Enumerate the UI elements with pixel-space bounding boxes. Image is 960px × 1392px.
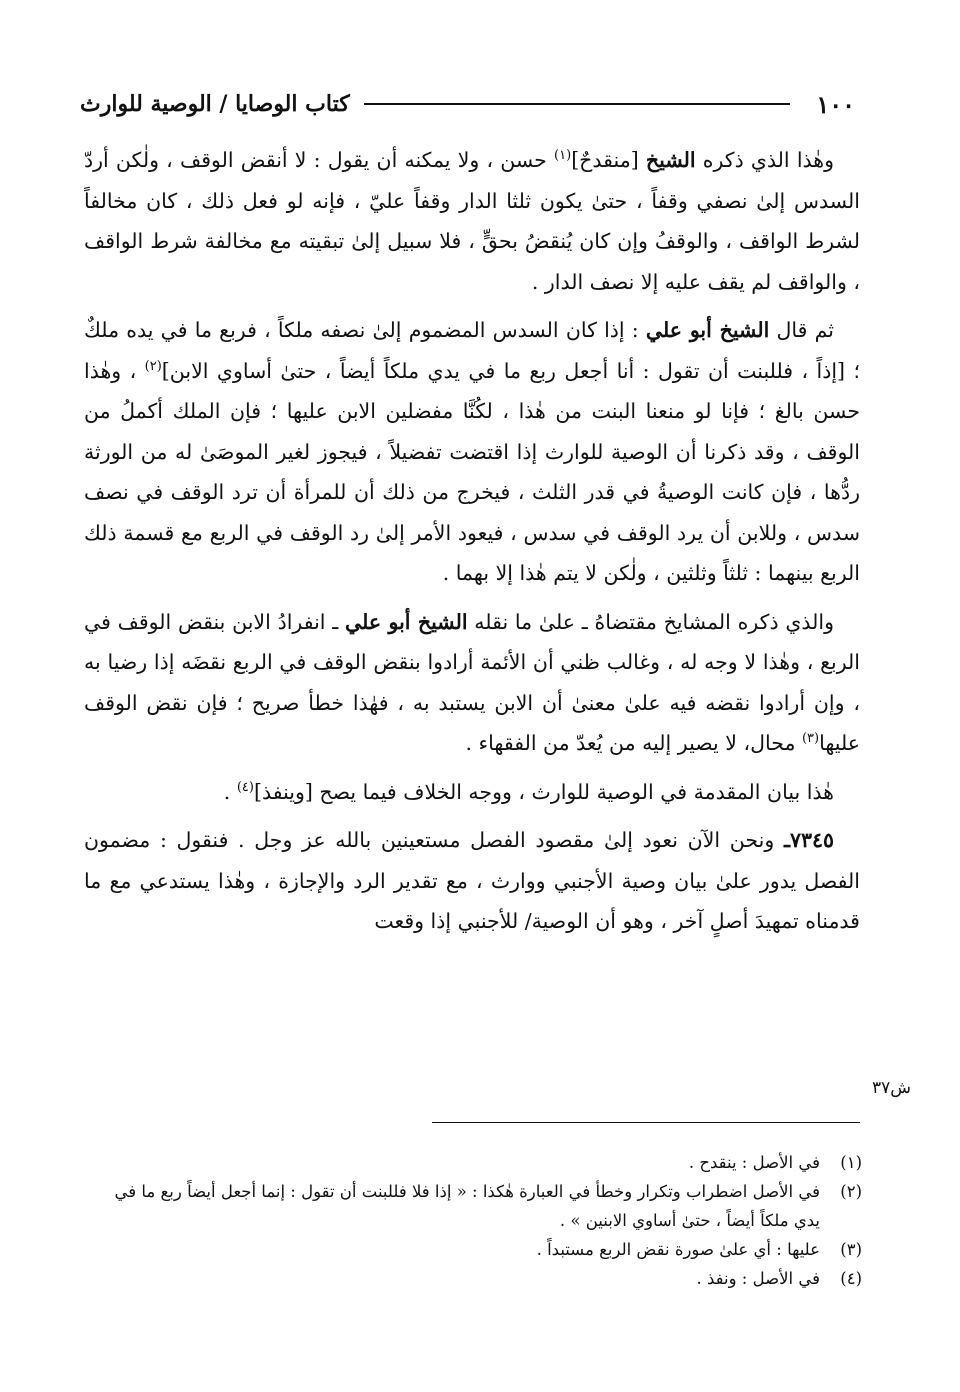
bold-name: الشيخ أبو علي <box>345 609 468 634</box>
footnote-number: (١) <box>840 1153 862 1172</box>
footnote-number: (٣) <box>840 1240 862 1259</box>
footnote-divider <box>432 1122 860 1123</box>
footnote-ref[interactable]: (٣) <box>801 731 820 747</box>
section-number: ٧٣٤٥ـ <box>783 828 834 852</box>
footnote-item <box>84 1148 862 1177</box>
running-title: كتاب الوصايا / الوصية للوارث <box>80 91 350 117</box>
margin-manuscript-ref: ش٣٧ <box>872 1078 912 1098</box>
paragraph-2: ثم قال الشيخ أبو علي : إذا كان السدس المضموم إلىٰ نصفه ملكاً ، فربع ما في يده ملكٌ ؛ [إذاً ، فللبنت أن تقول : أنا أجعل ربع ما في يدي ملكاً أيضاً ، حتىٰ أساوي الابن]$^{(٢)}$ ، وهٰذا حسن بالغ ؛ فإنا لو منعنا البنت من هٰذا ، لكُنَّا مفضلين الابن عليها ؛ فإن الملك أكملُ من الوقف ، وقد ذكرنا أن الوصية للوارث إذا اقتضت تفضيلاً ، فيجوز لغير الموصَىٰ له من الورثة ردُّها ، فإن كانت الوصيةُ في قدر الثلث ، فيخرج من ذلك أن للمرأة أن ترد الوقف في نصف سدس ، وللابن أن يرد الوقف في سدس ، فيعود الأمر إلىٰ رد الوقف في الربع مع قسمة ذلك الربع بينهما : ثلثاً وثلثين ، ولٰكن لا يتم هٰذا إلا بهما . <box>84 318 860 585</box>
paragraph-4: هٰذا بيان المقدمة في الوصية للوارث ، ووجه الخلاف فيما يصح [وينفذ]$^{(٤)}$ . <box>223 779 834 804</box>
paragraph-5: ٧٣٤٥ـ ونحن الآن نعود إلىٰ مقصود الفصل مستعينين بالله عز وجل . فنقول : مضمون الفصل يدور علىٰ بيان وصية الأجنبي ووارث ، مع تقدير الرد والإجازة ، وهٰذا يستدعي مع ما قدمناه تمهيدَ أصلٍ آخر ، وهو أن الوصية/ للأجنبي إذا وقعت <box>84 828 860 933</box>
footnote-ref[interactable]: (١) <box>554 148 572 164</box>
header-rule <box>364 103 791 105</box>
footnote-item <box>84 1264 862 1293</box>
paragraph-1: وهٰذا الذي ذكره الشيخ [منقدحٌ]$^{(١)}$ حسن ، ولا يمكنه أن يقول : لا أنقض الوقف ، ولٰكن أردّ السدس إلىٰ نصفي وقفاً ، حتىٰ يكون ثلثا الدار وقفاً عليّ ، فإنه لو فعل ذلك ، كان مخالفاً لشرط الواقف ، والوقفُ وإن كان يُنقضُ بحقٍّ ، فلا سبيل إلىٰ تبقيته مع مخالفة شرط الواقف ، والواقف لم يقف عليه إلا نصف الدار . <box>84 148 860 294</box>
bold-name: الشيخ أبو علي <box>645 318 770 342</box>
footnote-text: في الأصل : ينقدح . <box>688 1153 820 1172</box>
footnote-item <box>84 1177 862 1235</box>
paragraph-3: والذي ذكره المشايخ مقتضاهُ ـ علىٰ ما نقله الشيخ أبو علي ـ انفرادُ الابن بنقض الوقف في الربع ، وهٰذا لا وجه له ، وغالب ظني أن الأئمة أرادوا بنقض الوقف في الربع نقضَه إذا رضيا به ، وإن أرادوا نقضه فيه علىٰ معنىٰ أن الابن يستبد به ، فهٰذا خطأ صريح ؛ فإن نقض الوقف عليها$^{(٣)}$ محال، لا يصير إليه من يُعدّ من الفقهاء . <box>84 609 860 755</box>
footnote-number: (٤) <box>840 1269 862 1288</box>
footnote-item <box>84 1235 862 1264</box>
page-header <box>80 84 855 124</box>
footnote-text: في الأصل : ونفذ . <box>696 1269 820 1288</box>
page-number: ١٠٠ <box>816 89 855 119</box>
footnote-text: في الأصل اضطراب وتكرار وخطأ في العبارة هٰكذا : « إذا فلا فللبنت أن تقول : إنما أجعل أيضاً ربع ما في يدي ملكاً أيضاً ، حتىٰ أساوي الابنين » . <box>114 1182 820 1230</box>
footnote-text: عليها : أي علىٰ صورة نقض الربع مستبداً . <box>536 1240 820 1259</box>
footnote-ref[interactable]: (٤) <box>236 779 254 795</box>
main-text <box>84 140 860 950</box>
footnote-ref[interactable]: (٢) <box>144 358 162 374</box>
footnotes <box>84 1148 862 1293</box>
footnote-number: (٢) <box>840 1182 862 1201</box>
bold-name: الشيخ <box>645 148 696 172</box>
